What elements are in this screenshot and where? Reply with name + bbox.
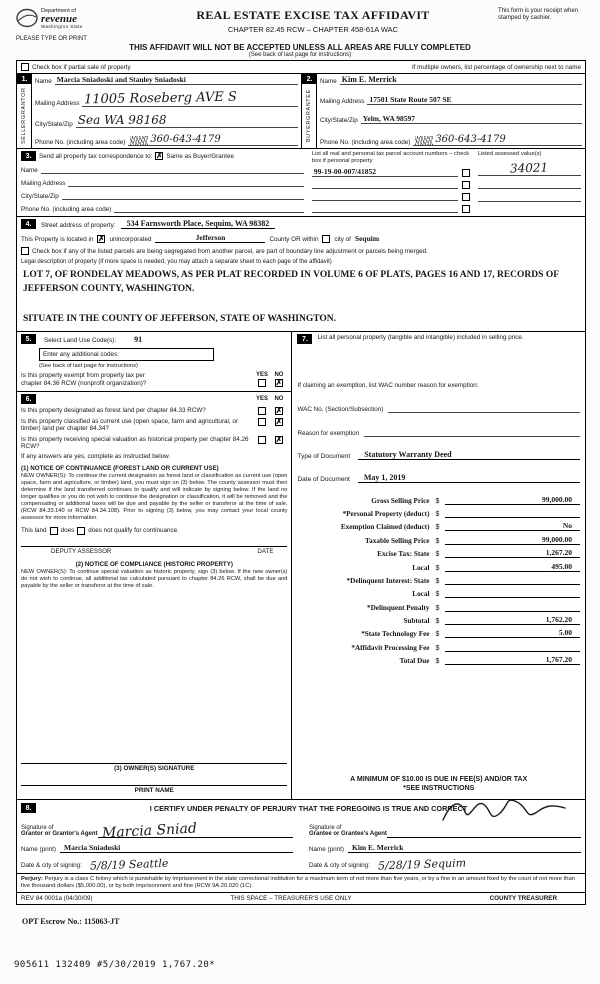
parcel-row [312, 204, 470, 213]
seller-city-label: City/State/Zip [35, 121, 73, 128]
logo-line1: Department of [41, 7, 76, 14]
money-row-tech-fee [297, 625, 580, 638]
parcel-checkbox-1 [462, 169, 470, 177]
buyer-fields [317, 74, 585, 148]
does-not-label: does not qualify for continuance. [88, 527, 179, 535]
section8-number: 8. [21, 803, 36, 813]
deputy-row [21, 547, 287, 555]
yes-label: YES [255, 372, 268, 379]
historical-question [21, 436, 287, 451]
money-value: 1,267.20 [445, 548, 580, 558]
parcel-number-value: 99-19-00-007/41852 [313, 167, 376, 177]
grantor-signature-label [21, 825, 98, 839]
segregated-label: Check box if any of the listed parcels are being segregated from another parcel, are part of boundary line adjustment or parcels being merged. [32, 247, 428, 255]
q3-no-checkbox: ✗ [275, 434, 283, 444]
owner-signature-label: (3) OWNER(S) SIGNATURE [114, 765, 195, 773]
money-table [297, 491, 580, 665]
middle-columns [17, 332, 585, 800]
date-of-document-row [297, 473, 580, 483]
money-value: 99,000.00 [445, 495, 580, 505]
reason-label: Reason for exemption [297, 430, 360, 438]
seller-sidebar [17, 74, 32, 148]
blank-line [312, 181, 458, 189]
exemption-note: If claiming an exemption, list WAC number reason for exemption: [297, 382, 479, 390]
segregated-checkbox [21, 247, 29, 255]
date-city-label: Date & city of signing: [309, 862, 370, 870]
money-row-delinq-int-local [297, 585, 580, 598]
buyer-name-label: Name [320, 78, 337, 85]
section4-number: 4. [21, 219, 36, 229]
money-label: Gross Selling Price [371, 496, 430, 505]
money-value: No [445, 521, 580, 531]
notice1-text: NEW OWNER(S): To continue the current designation as forest land or classification as current use (open space, farm and agriculture, or timber) land, you must sign on (3) below. The county assessor must then determine if the land transferred continues to qualify and will indicate by signing below. If the land no longer qualifies or you do not wish to continue the designation or classification, it will be removed and the compensating or additional taxes will be due and payable by the seller or transferor at the time of sale. (RCW 84.33.140 or RCW 84.34.108). Prior to signing (3) below, you may contact your local county assessor for more information. [21, 473, 288, 521]
qualify-row [21, 527, 287, 535]
scribble-mark [415, 136, 433, 145]
buyer-section [301, 74, 585, 148]
buyer-phone-row [320, 134, 582, 146]
personal-property-label: List all personal property (tangible and intangible) included in selling price. [317, 334, 524, 342]
grantor-name-row [21, 842, 293, 853]
dor-logo [16, 8, 128, 30]
header-left [16, 8, 128, 42]
section7-header [297, 334, 580, 344]
dollar-sign: $ [435, 510, 440, 518]
seller-mailing-value: 11005 Roseberg AVE S [84, 89, 238, 108]
blank-line [41, 165, 304, 174]
money-row-subtotal [297, 612, 580, 625]
money-row-taxable [297, 531, 580, 544]
buyer-phone-label: Phone No. (including area code) [320, 138, 411, 146]
grantor-date-row [21, 856, 293, 873]
logo-line3: Washington State [41, 24, 83, 29]
money-label: *Delinquent Interest: State [346, 576, 430, 585]
money-value [445, 643, 580, 652]
money-row-delinq-int-state [297, 572, 580, 585]
exempt-checkboxes [251, 379, 287, 387]
cashier-stamp: 905611 132409 #5/30/2019 1,767.20* [14, 960, 216, 970]
partial-sale-label: Check box if partial sale of property [32, 63, 131, 71]
grantor-name-value: Marcia Sniadoski [60, 843, 293, 853]
money-row-processing-fee [297, 638, 580, 651]
type-of-document-label: Type of Document [297, 453, 351, 461]
section6 [17, 392, 291, 799]
section8 [17, 800, 585, 873]
buyer-mailing-row [320, 95, 582, 105]
minimum-due-line1: A MINIMUM OF $10.00 IS DUE IN FEE(S) AND/OR TAX [350, 776, 528, 784]
date-of-document-value: May 1, 2019 [358, 473, 580, 483]
money-value [445, 603, 580, 612]
money-label: Exemption Claimed (deduct) [340, 523, 430, 532]
money-row-gross [297, 491, 580, 504]
parcel-checkbox-2 [462, 181, 470, 189]
buyer-mailing-value: 17501 State Route 507 SE [369, 94, 452, 104]
deputy-assessor-label: DEPUTY ASSESSOR [51, 547, 112, 555]
see-instructions-line: *SEE INSTRUCTIONS [403, 785, 475, 793]
corr-mailing-row [21, 178, 304, 187]
seller-mailing-label: Mailing Address [35, 100, 80, 107]
unincorporated-checkbox: ✗ [98, 234, 105, 244]
dollar-sign: $ [435, 644, 440, 652]
money-row-excise-state [297, 545, 580, 558]
located-mid-label: County OR within [269, 236, 319, 244]
no-label: NO [274, 396, 284, 403]
land-use-value: 91 [134, 335, 143, 345]
corr-mailing-label: Mailing Address [21, 180, 66, 187]
street-address-value: 534 Farnsworth Place, Sequim, WA 98382 [121, 219, 276, 229]
city-value: Sequim [354, 234, 380, 244]
money-label: Local [412, 563, 430, 572]
same-as-buyer-label: Same as Buyer/Grantee [166, 152, 234, 160]
form-body [16, 60, 586, 905]
owner-signature-block [21, 750, 287, 794]
section4 [17, 217, 585, 332]
parcel-checkbox-3 [462, 193, 470, 201]
scribble-mark [130, 136, 148, 145]
treasurer-space-label: THIS SPACE – TREASURER'S USE ONLY [230, 894, 352, 902]
corr-city-label: City/State/Zip [21, 193, 59, 200]
corr-name-row [21, 165, 304, 174]
grantee-sig-label-line1: Signature of [309, 824, 342, 831]
seller-city-value: Sea WA 98168 [77, 113, 167, 127]
county-value: Jefferson [155, 233, 265, 243]
notice2-text: NEW OWNER(S): To continue special valuation as historic property, sign (3) below. If the new owner(s) do not wish to continue, all additional tax calculated pursuant to chapter 84.26 RCW, shall be due and payable by the seller or transferor at the time of sale. [21, 568, 288, 589]
blank-line [62, 191, 304, 200]
assessed-value: 34021 [510, 159, 549, 176]
land-use-row [21, 334, 287, 344]
wac-row [297, 404, 580, 413]
buyer-city-row [320, 114, 582, 124]
money-value: 1,762.20 [445, 615, 580, 625]
unincorporated-label: unincorporated [109, 236, 152, 244]
land-use-label: Select Land Use Code(s): [44, 337, 117, 345]
logo-line2: revenue [41, 13, 78, 25]
q2-no-checkbox: ✗ [275, 417, 283, 427]
dollar-sign: $ [435, 604, 440, 612]
dollar-sign: $ [435, 618, 440, 626]
exempt-yes-no-block [251, 372, 287, 387]
grantee-signature [439, 792, 569, 830]
does-label: does [60, 527, 75, 535]
rev-form-number: REV 84 0001a (04/30/09) [21, 894, 93, 902]
additional-codes-label: Enter any additional codes: [43, 351, 119, 359]
dollar-sign: $ [435, 658, 440, 666]
buyer-name-value: Kim E. Merrick [341, 75, 397, 84]
footer-row [17, 892, 585, 904]
name-print-label: Name (print) [309, 846, 344, 854]
section2-number: 2. [302, 74, 317, 84]
buyer-phone-value: 360-643-4179 [435, 133, 506, 145]
buyer-city-label: City/State/Zip [320, 117, 358, 125]
header-center [128, 8, 498, 34]
seller-label-word2: GRANTOR [21, 87, 27, 120]
assessed-column [478, 151, 581, 213]
partial-sale-row [17, 61, 585, 74]
forest-land-question-text: Is this property designated as forest land per chapter 84.33 RCW? [21, 407, 206, 415]
assessed-header: Listed assessed value(s) [477, 151, 542, 157]
if-yes-note: If any answers are yes, complete as instructed below. [21, 453, 171, 461]
buyer-city-value: Yelm, WA 98597 [362, 114, 415, 124]
see-back-instructions-note: (See back of last page for instructions) [39, 363, 138, 370]
section5 [17, 332, 291, 392]
blank-line [68, 178, 303, 187]
form-chapter: CHAPTER 82.45 RCW – CHAPTER 458-61A WAC [227, 25, 399, 34]
blank-line [364, 428, 580, 437]
section7 [292, 332, 585, 799]
section1-number: 1. [17, 74, 32, 84]
seller-phone-value: 360-643-4179 [150, 134, 221, 145]
name-print-label: Name (print) [21, 846, 56, 854]
seller-fields [32, 74, 301, 148]
blank-line [312, 205, 458, 213]
dollar-sign: $ [435, 591, 440, 599]
money-label: Taxable Selling Price [365, 536, 430, 545]
section5-number: 5. [21, 334, 36, 344]
forest-land-question [21, 407, 287, 415]
money-row-total-due [297, 652, 580, 665]
located-in-row [21, 233, 581, 243]
yes-no-header [251, 372, 287, 378]
money-value: 99,000.00 [445, 535, 580, 545]
segregated-row [21, 247, 581, 255]
situate-text: SITUATE IN THE COUNTY OF JEFFERSON, STATE OF WASHINGTON. [23, 314, 337, 325]
yes-label: YES [255, 396, 268, 403]
form-title: REAL ESTATE EXCISE TAX AFFIDAVIT [196, 8, 430, 22]
q2-yes-checkbox [258, 418, 266, 426]
money-label: Total Due [399, 657, 430, 666]
grantor-column [21, 817, 301, 873]
money-label: *Personal Property (deduct) [342, 509, 430, 518]
correspondence-row [21, 151, 304, 161]
buyer-label-word1: BUYER [306, 120, 312, 143]
money-value: 5.00 [445, 628, 580, 638]
parties-row [17, 74, 585, 149]
dor-logo-text [41, 9, 83, 30]
wac-label: WAC No. (Section/Subsection) [297, 406, 384, 414]
exempt-question-line2: chapter 84.36 RCW (nonprofit organization)? [21, 379, 147, 387]
legal-description-text: LOT 7, OF RONDELAY MEADOWS, AS PER PLAT RECORDED IN VOLUME 6 OF PLATS, PAGES 16 AND 17, RECORDS OF JEFFERSON COUNTY, WASHINGTON. [23, 270, 559, 294]
money-label: *Affidavit Processing Fee [351, 643, 430, 652]
yes-no-header [253, 396, 287, 402]
street-address-row [21, 219, 581, 229]
grantee-sig-label-line2: Grantee or Grantee's Agent [309, 831, 387, 838]
parcel-header: List all real and personal tax parcel account numbers – check box if personal property [311, 151, 470, 164]
parcel-column [312, 151, 470, 213]
see-back-note: (See back of last page for instructions) [248, 52, 352, 58]
grantor-signature: Marcia Sniad [101, 820, 197, 842]
dollar-sign: $ [435, 551, 440, 559]
blank-line [387, 837, 581, 838]
buyer-side-label [302, 84, 316, 148]
money-label: Local [412, 590, 430, 599]
grantee-date-row [309, 856, 581, 873]
escrow-value: 115063-JT [83, 916, 120, 926]
seller-phone-label: Phone No. (including area code) [35, 139, 126, 146]
perjury-label: Perjury: [21, 876, 43, 883]
q1-no-checkbox: ✗ [275, 406, 283, 416]
left-column [17, 332, 292, 799]
parcel-checkbox-4 [462, 205, 470, 213]
blank-line [478, 192, 581, 202]
section3-number: 3. [21, 151, 36, 161]
corr-phone-label: Phone No. (including area code) [21, 206, 112, 213]
money-row-excise-local [297, 558, 580, 571]
buyer-mailing-label: Mailing Address [320, 97, 365, 105]
seller-name-value: Marcia Sniadoski and Stanley Sniadoski [56, 75, 186, 84]
does-checkbox [50, 527, 58, 535]
exempt-question-line1: Is this property exempt from property tax per [21, 372, 145, 380]
section3-left [21, 151, 304, 213]
form-header [0, 0, 600, 42]
grantor-sig-label-line2: Grantor or Grantor's Agent [21, 831, 98, 838]
seller-city-row [35, 113, 298, 128]
grantor-sig-label-line1: Signature of [21, 824, 54, 831]
buyer-sidebar [302, 74, 317, 148]
seller-section [17, 74, 301, 148]
type-of-document-row [297, 450, 580, 460]
dollar-sign: $ [435, 577, 440, 585]
blank-line [388, 404, 580, 413]
money-value [445, 576, 580, 585]
money-value [445, 589, 580, 598]
money-row-exemption [297, 518, 580, 531]
county-treasurer-label: COUNTY TREASURER [489, 894, 557, 902]
print-name-line [21, 785, 287, 786]
money-row-personal [297, 505, 580, 518]
corr-name-label: Name [21, 167, 38, 174]
buyer-label-word2: GRANTEE [306, 89, 312, 121]
money-label: Excise Tax: State [377, 550, 430, 559]
parcel-row [312, 167, 470, 177]
seller-name-label: Name [35, 78, 52, 85]
legal-description-label: Legal description of property (if more space is needed, you may attach a separate sheet to each page of the affidavit) [21, 259, 332, 266]
grantee-date-city-value: 5/28/19 Sequim [377, 856, 467, 873]
blank-line [312, 193, 458, 201]
historical-question-text: Is this property receiving special valuation as historical property per chapter 84.26 RCW? [21, 435, 249, 451]
buyer-name-row [320, 75, 582, 85]
type-of-document-value: Statutory Warranty Deed [358, 450, 580, 460]
dollar-sign: $ [435, 631, 440, 639]
exempt-question-text [21, 372, 251, 387]
multiple-owners-note: If multiple owners, list percentage of ownership next to name [411, 63, 581, 71]
minimum-due-note [297, 775, 580, 793]
dollar-sign: $ [435, 537, 440, 545]
assessed-row [478, 161, 581, 176]
q3-yes-checkbox [258, 436, 266, 444]
money-label: *State Technology Fee [361, 630, 430, 639]
notice2-title: (2) NOTICE OF COMPLIANCE (HISTORIC PROPERTY) [75, 560, 233, 568]
print-name-label: PRINT NAME [134, 787, 174, 795]
money-value: 495.00 [445, 562, 580, 572]
perjury-text: Perjury is a class C felony which is punishable by imprisonment in the state correctional institution for a maximum term of not more than five years, or by a fine in an amount fixed by the court of not more than five thousand dollars ($5,000.00), or by both imprisonment and fine (RCW 9A.20.020 (1C). [21, 876, 575, 889]
same-as-buyer-checkbox: ✗ [156, 151, 163, 160]
parcel-row [312, 180, 470, 189]
no-label: NO [274, 372, 284, 379]
current-use-question-text: Is this property classified as current use (open space, farm and agricultural, or timber) land per chapter 84.34? [21, 418, 238, 433]
additional-codes-box [39, 348, 214, 361]
certify-statement: I CERTIFY UNDER PENALTY OF PERJURY THAT THE FOREGOING IS TRUE AND CORRECT [149, 803, 468, 813]
date-city-label: Date & city of signing: [21, 862, 82, 870]
dollar-sign: $ [435, 564, 440, 572]
street-address-label: Street address of property: [41, 222, 116, 230]
money-row-delinq-penalty [297, 598, 580, 611]
blank-line [114, 204, 304, 213]
parcel-row [312, 192, 470, 201]
money-value [445, 509, 580, 518]
section6-number: 6. [21, 394, 36, 404]
section7-number: 7. [297, 334, 312, 344]
partial-sale-checkbox [21, 63, 29, 71]
seller-phone-row [35, 134, 298, 146]
receipt-note: This form is your receipt when stamped by cashier. [498, 8, 579, 21]
send-correspondence-label: Send all property tax correspondence to: [39, 152, 153, 160]
money-value: 1,767.20 [445, 655, 580, 665]
exempt-yes-checkbox [258, 379, 266, 387]
dollar-sign: $ [435, 497, 440, 505]
corr-phone-row [21, 204, 304, 213]
grantee-name-value: Kim E. Merrick [348, 843, 581, 853]
section3 [17, 149, 585, 217]
current-use-question [21, 418, 287, 433]
city-of-checkbox [322, 235, 330, 243]
please-type-label: PLEASE TYPE OR PRINT [16, 36, 87, 42]
date-label: DATE [257, 547, 274, 555]
form-warning: THIS AFFIDAVIT WILL NOT BE ACCEPTED UNLESS ALL AREAS ARE FULLY COMPLETED [129, 43, 471, 52]
owner-signature-line [21, 763, 287, 764]
seller-label-word1: SELLER [21, 119, 27, 145]
money-label: *Delinquent Penalty [366, 603, 430, 612]
grantee-name-row [309, 842, 581, 853]
grantee-signature-label [309, 825, 387, 839]
notice1-title: (1) NOTICE OF CONTINUANCE (FOREST LAND OR CURRENT USE) [21, 465, 219, 473]
date-of-document-label: Date of Document [297, 476, 350, 484]
seller-name-row [35, 75, 298, 85]
reason-row [297, 428, 580, 437]
corr-city-row [21, 191, 304, 200]
escrow-row [22, 917, 600, 926]
q1-yes-checkbox [258, 407, 266, 415]
perjury-notice [17, 873, 585, 891]
seller-mailing-row [35, 91, 298, 107]
qualify-pre-label: This land [21, 527, 47, 535]
grantor-signature-row [21, 817, 293, 842]
grantor-date-city-value: 5/8/19 Seattle [89, 856, 169, 873]
seller-side-label [17, 84, 31, 148]
dor-logo-icon [16, 8, 38, 30]
exempt-no-checkbox: ✗ [275, 378, 283, 388]
city-of-label: city of [334, 236, 351, 244]
section6-header [21, 394, 287, 404]
dollar-sign: $ [435, 524, 440, 532]
escrow-label: OPT Escrow No.: [22, 916, 82, 926]
exempt-question-row [21, 372, 287, 387]
money-label: Subtotal [403, 617, 430, 626]
located-pre-label: This Property is located in [21, 236, 94, 244]
does-not-checkbox [77, 527, 85, 535]
blank-line [478, 179, 581, 189]
